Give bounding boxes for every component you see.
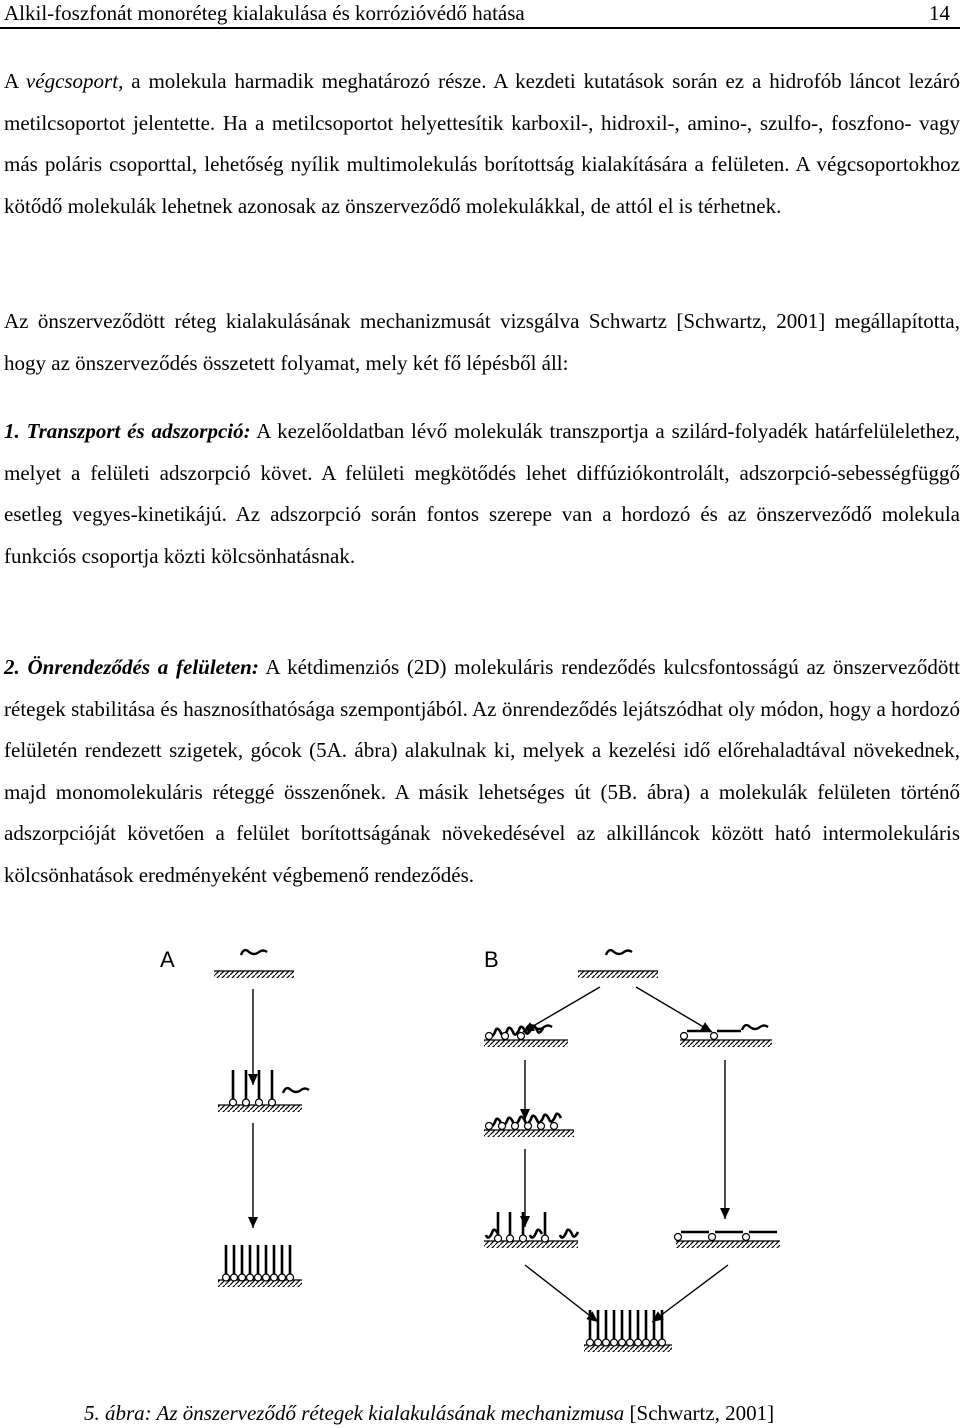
arrow (520, 1149, 530, 1227)
alkyl-chain (560, 1230, 578, 1238)
panel-label-b: B (484, 947, 499, 972)
head-group (635, 1339, 642, 1346)
head-group (512, 1123, 519, 1130)
flat-molecule (711, 1031, 742, 1040)
standing-molecule (619, 1310, 626, 1346)
disordered-chains (530, 1230, 542, 1238)
head-group (709, 1234, 716, 1241)
arrow (525, 1265, 598, 1322)
flat-molecule (681, 1031, 712, 1040)
arrow-head (586, 1311, 598, 1322)
head-group (651, 1339, 658, 1346)
alkyl-chain (606, 950, 632, 955)
standing-molecule (255, 1245, 262, 1281)
head-group (502, 1033, 509, 1040)
standing-molecule (507, 1212, 514, 1242)
head-group (681, 1033, 688, 1040)
head-group (243, 1099, 250, 1106)
head-group (486, 1033, 493, 1040)
standing-molecule (495, 1212, 502, 1242)
substrate-surface (484, 1040, 568, 1047)
standing-molecule (643, 1310, 650, 1346)
head-group (587, 1339, 594, 1346)
head-group (256, 1099, 263, 1106)
head-group (520, 1235, 527, 1242)
standing-molecule (230, 1070, 237, 1106)
head-group (743, 1234, 750, 1241)
arrow-head (248, 1074, 258, 1085)
header-rule (0, 27, 960, 29)
head-group (595, 1339, 602, 1346)
head-group (542, 1235, 549, 1242)
paragraph-end-group: A végcsoport, a molekula harmadik meghatározó része. A kezdeti kutatások során ez a hidrofób láncot lezáró metilcsoportot jelentette. Ha a metilcsoportot helyettesítik karboxil-, hidroxil-, amino-, szulfo-, foszfono- vagy más poláris csoporttal, lehetőség nyílik multimolekulás borítottság kialakítására a felületen. A végcsoportokhoz kötődő molekulák lehetnek azonosak az önszerveződő molekulákkal, de attól el is térhetnek. (4, 69, 960, 218)
arrow (652, 1265, 728, 1322)
head-group (711, 1033, 718, 1040)
head-group (551, 1123, 558, 1130)
standing-molecule (595, 1310, 602, 1346)
disordered-chains (560, 1230, 578, 1238)
standing-molecule (269, 1070, 276, 1106)
standing-molecule (243, 1070, 250, 1106)
head-group (255, 1274, 262, 1281)
arrow-head (248, 1217, 258, 1228)
head-group (675, 1234, 682, 1241)
head-group (538, 1123, 545, 1130)
standing-molecule (231, 1245, 238, 1281)
alkyl-chain (530, 1230, 542, 1238)
head-group (263, 1274, 270, 1281)
head-group (495, 1235, 502, 1242)
arrow (520, 1060, 530, 1120)
standing-molecule (271, 1245, 278, 1281)
head-group (230, 1099, 237, 1106)
substrate-surface (578, 971, 658, 978)
standing-molecule (239, 1245, 246, 1281)
arrow (720, 1060, 730, 1219)
page-header (0, 0, 960, 30)
arrow (248, 989, 258, 1085)
head-group (525, 1123, 532, 1130)
alkyl-chain (742, 1025, 768, 1030)
head-group (643, 1339, 650, 1346)
head-group (287, 1274, 294, 1281)
standing-molecule (635, 1310, 642, 1346)
lying-molecule (241, 950, 267, 955)
panel-label-a: A (160, 947, 175, 972)
paragraph-mechanism-intro: Az önszerveződött réteg kialakulásának mechanizmusát vizsgálva Schwartz [Schwartz, 2001] megállapította, hogy az önszerveződés összetett folyamat, mely két fő lépésből áll: (4, 309, 960, 375)
arrow (248, 1123, 258, 1228)
head-group (507, 1235, 514, 1242)
arrow-head (720, 1208, 730, 1219)
standing-molecule (263, 1245, 270, 1281)
lying-molecule (742, 1025, 768, 1030)
alkyl-chain (283, 1088, 309, 1093)
head-group (279, 1274, 286, 1281)
paragraph-step-1: 1. Transzport és adszorpció: A kezelőoldatban lévő molekulák transzportja a szilárd-folyadék határfelülelethez, melyet a felületi adszorpció követ. A felületi megkötődés lehet diffúziókontrolált, adszorpció-sebességfüggő esetleg vegyes-kinetikájú. Az adszorpció során fontos szerepe van a hordozó és az önszerveződő molekula funkciós csoportja közti kölcsönhatásnak. (4, 419, 960, 568)
head-group (269, 1099, 276, 1106)
head-group (499, 1123, 506, 1130)
standing-molecule (279, 1245, 286, 1281)
lying-molecule (606, 950, 632, 955)
standing-molecule (223, 1245, 230, 1281)
substrate-surface (680, 1040, 772, 1047)
standing-molecule (542, 1212, 549, 1242)
head-group (518, 1033, 525, 1040)
head-group (486, 1123, 493, 1130)
head-group (239, 1274, 246, 1281)
head-group (271, 1274, 278, 1281)
step-1-heading: 1. Transzport és adszorpció: (4, 419, 251, 443)
standing-molecule (611, 1310, 618, 1346)
figure-caption: 5. ábra: Az önszerveződő rétegek kialakulásának mechanizmusa [Schwartz, 2001] (84, 1401, 775, 1425)
standing-molecule (287, 1245, 294, 1281)
step-2-heading: 2. Önrendeződés a felületen: (4, 655, 259, 679)
head-group (611, 1339, 618, 1346)
flat-molecule (709, 1232, 744, 1241)
standing-molecule (603, 1310, 610, 1346)
arrow-shaft (525, 1265, 598, 1322)
head-group (223, 1274, 230, 1281)
head-group (659, 1339, 666, 1346)
term-vegcsoport: végcsoport (25, 69, 119, 93)
self-assembly-diagram (0, 935, 960, 1397)
running-title: Alkil-foszfonát monoréteg kialakulása és korrózióvédő hatása (4, 1, 525, 25)
flat-molecule (743, 1232, 778, 1241)
substrate-surface (214, 971, 294, 978)
head-group (603, 1339, 610, 1346)
alkyl-chain (241, 950, 267, 955)
substrate-surface (484, 1130, 574, 1137)
standing-molecule (247, 1245, 254, 1281)
head-group (247, 1274, 254, 1281)
arrow-shaft (636, 987, 712, 1032)
flat-molecule (675, 1232, 710, 1241)
lying-molecule (283, 1088, 309, 1093)
substrate-surface (676, 1241, 780, 1248)
arrow-head (520, 1216, 530, 1227)
paragraph-step-2: 2. Önrendeződés a felületen: A kétdimenziós (2D) molekuláris rendeződés kulcsfontosságú az önszerveződött rétegek stabilitása és hasznosíthatósága szempontjából. Az önrendeződés lejátszódhat oly módon, hogy a hordozó felületén rendezett szigetek, gócok (5A. ábra) alakulnak ki, melyek a kezelési idő előrehaladtával növekednek, majd monomolekuláris réteggé összenőnek. A másik lehetséges út (5B. ábra) a molekulák felületen történő adszorpcióját követően a felület borítottságának növekedésével az alkilláncok között ható intermolekuláris kölcsönhatások eredményeként végbemenő rendeződés. (4, 655, 960, 887)
head-group (627, 1339, 634, 1346)
arrow-shaft (652, 1265, 728, 1322)
page-number: 14 (929, 1, 950, 25)
standing-molecule (627, 1310, 634, 1346)
head-group (619, 1339, 626, 1346)
arrow (636, 987, 712, 1032)
head-group (231, 1274, 238, 1281)
